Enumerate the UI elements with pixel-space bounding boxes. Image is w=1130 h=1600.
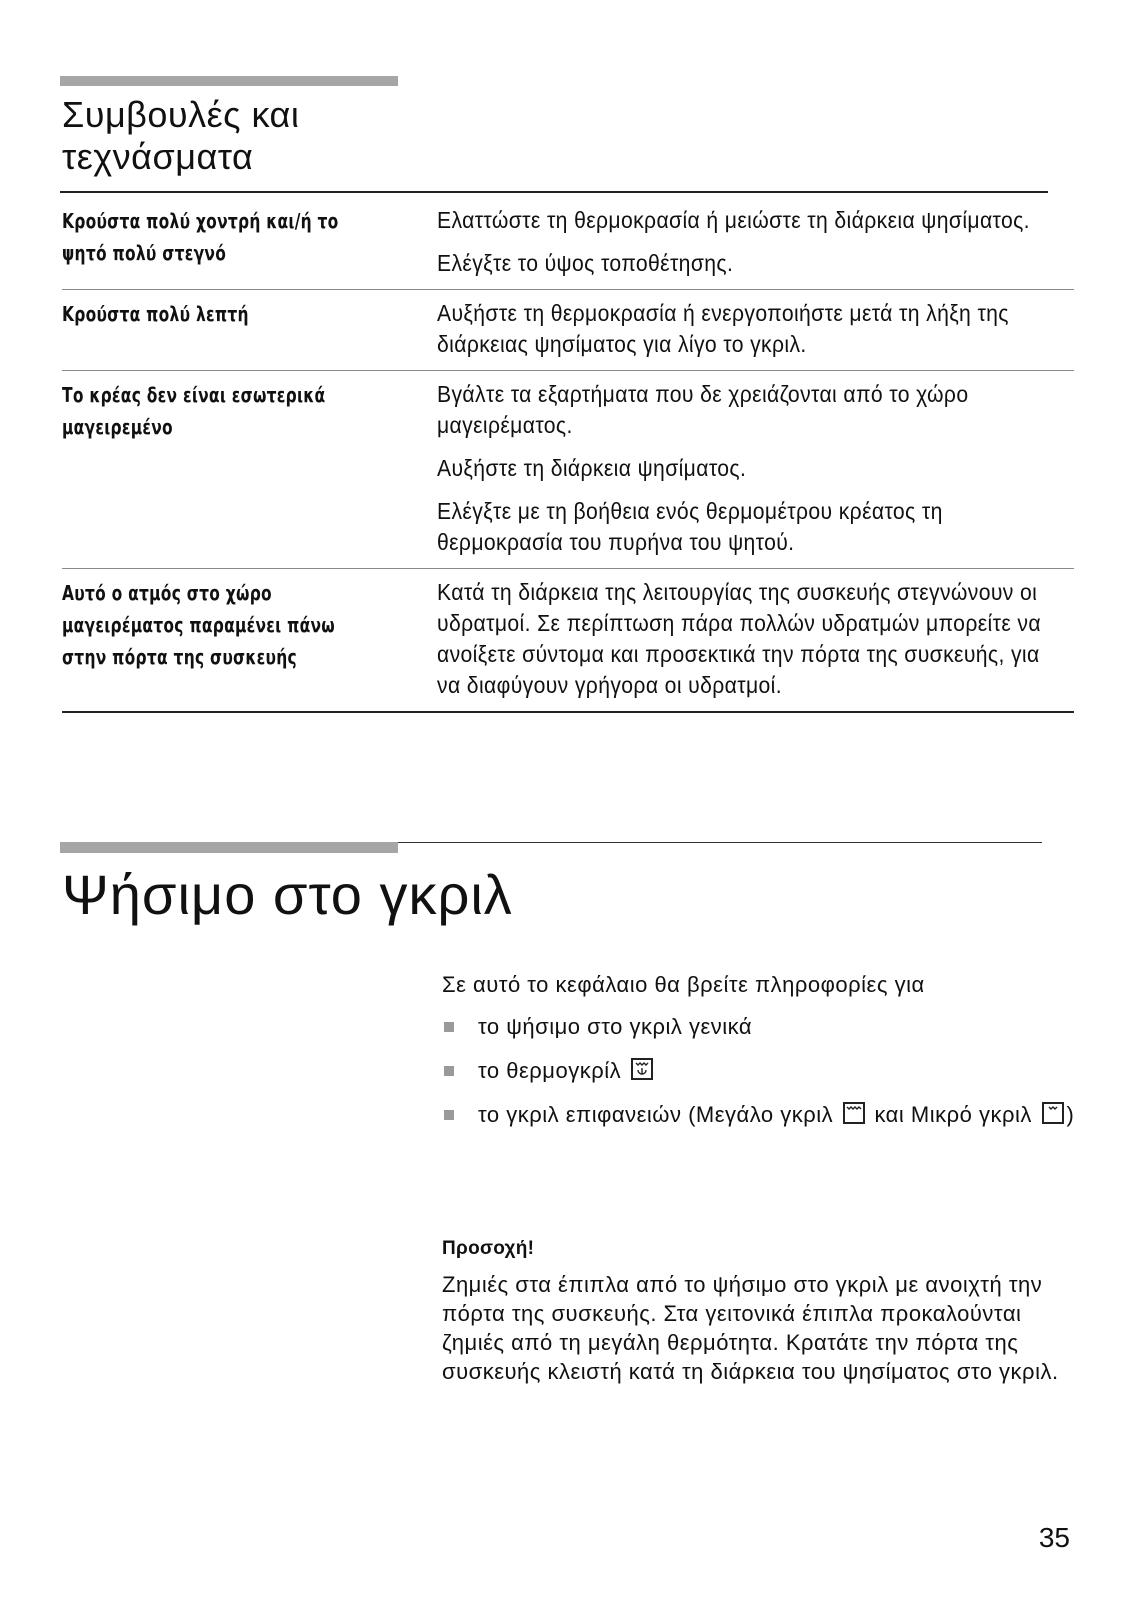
list-item	[442, 1100, 1082, 1130]
tip-problem: Κρούστα πολύ χοντρή και/ή το ψητό πολύ στεγνό	[62, 209, 339, 265]
page-number: 35	[1038, 1522, 1070, 1553]
caution-title: Προσοχή!	[442, 1238, 535, 1259]
chapter-title: Ψήσιμο στο γκριλ	[62, 863, 513, 926]
tips-table	[62, 197, 1074, 713]
list-item-text: το θερμογκρίλ	[478, 1058, 622, 1083]
tip-solution: Ελαττώστε τη θερμοκρασία ή μειώστε τη διάρκεια ψησίματος.	[437, 207, 1030, 233]
table-row	[62, 371, 1074, 569]
bullet-icon	[444, 1022, 454, 1032]
list-item-text-2: και Μικρό γκριλ	[874, 1102, 1032, 1127]
list-item	[442, 1056, 1082, 1086]
list-item-text: το ψήσιμο στο γκριλ γενικά	[478, 1014, 753, 1039]
tip-solutions	[437, 379, 1097, 558]
thermogrill-icon	[631, 1058, 653, 1080]
tip-solution: Κατά τη διάρκεια της λειτουργίας της συσκευής στεγνώνουν οι υδρατμοί. Σε περίπτωση πάρα πολλών υδρατμών μπορείτε να ανοίξετε σύντομα και προσεκτικά την πόρτα της συσκευής, για να διαφύγουν γρήγορα οι υδρατμοί.	[437, 579, 1041, 698]
tip-problem: Το κρέας δεν είναι εσωτερικά μαγειρεμένο	[62, 383, 326, 439]
tip-solutions	[437, 298, 1097, 360]
table-row	[62, 290, 1074, 371]
list-item-text-3: )	[1066, 1102, 1075, 1127]
table-row	[62, 197, 1074, 290]
tip-solutions	[437, 577, 1097, 701]
bullet-icon	[444, 1066, 454, 1076]
tip-solutions	[437, 205, 1097, 279]
topic-list	[442, 1012, 1082, 1130]
chapter-intro	[442, 970, 1082, 1144]
list-item-text: το γκριλ επιφανειών (Μεγάλο γκριλ	[478, 1102, 834, 1127]
tip-solution: Βγάλτε τα εξαρτήματα που δε χρειάζονται από το χώρο μαγειρέματος.	[437, 381, 969, 438]
list-item	[442, 1012, 1082, 1042]
small-grill-icon	[1042, 1102, 1064, 1124]
chapter-title-bar	[60, 842, 398, 853]
table-top-rule	[60, 191, 1048, 193]
tip-solution: Ελέγξτε με τη βοήθεια ενός θερμομέτρου κρέατος τη θερμοκρασία του πυρήνα του ψητού.	[437, 498, 943, 555]
table-row	[62, 569, 1074, 713]
tip-solution: Αυξήστε τη διάρκεια ψησίματος.	[437, 455, 747, 481]
section-title: Συμβουλές και τεχνάσματα	[62, 94, 300, 177]
tip-problem: Κρούστα πολύ λεπτή	[62, 302, 249, 326]
tip-solution: Αυξήστε τη θερμοκρασία ή ενεργοποιήστε μετά τη λήξη της διάρκειας ψησίματος για λίγο το γκριλ.	[437, 300, 1009, 357]
intro-text: Σε αυτό το κεφάλαιο θα βρείτε πληροφορίες για	[442, 972, 925, 997]
tip-problem: Αυτό ο ατμός στο χώρο μαγειρέματος παραμένει πάνω στην πόρτα της συσκευής	[62, 581, 335, 669]
chapter-title-rule	[398, 842, 1042, 843]
section-title-bar	[60, 76, 398, 86]
large-grill-icon	[843, 1102, 865, 1124]
bullet-icon	[444, 1110, 454, 1120]
tip-solution: Ελέγξτε το ύψος τοποθέτησης.	[437, 250, 734, 276]
caution-text: Ζημιές στα έπιπλα από το ψήσιμο στο γκριλ με ανοιχτή την πόρτα της συσκευής. Στα γειτονικά έπιπλα προκαλούνται ζημιές από τη μεγάλη θερμότητα. Κρατάτε την πόρτα της συσκευής κλειστή κατά τη διάρκεια του ψησίματος στο γκριλ.	[442, 1272, 1059, 1384]
